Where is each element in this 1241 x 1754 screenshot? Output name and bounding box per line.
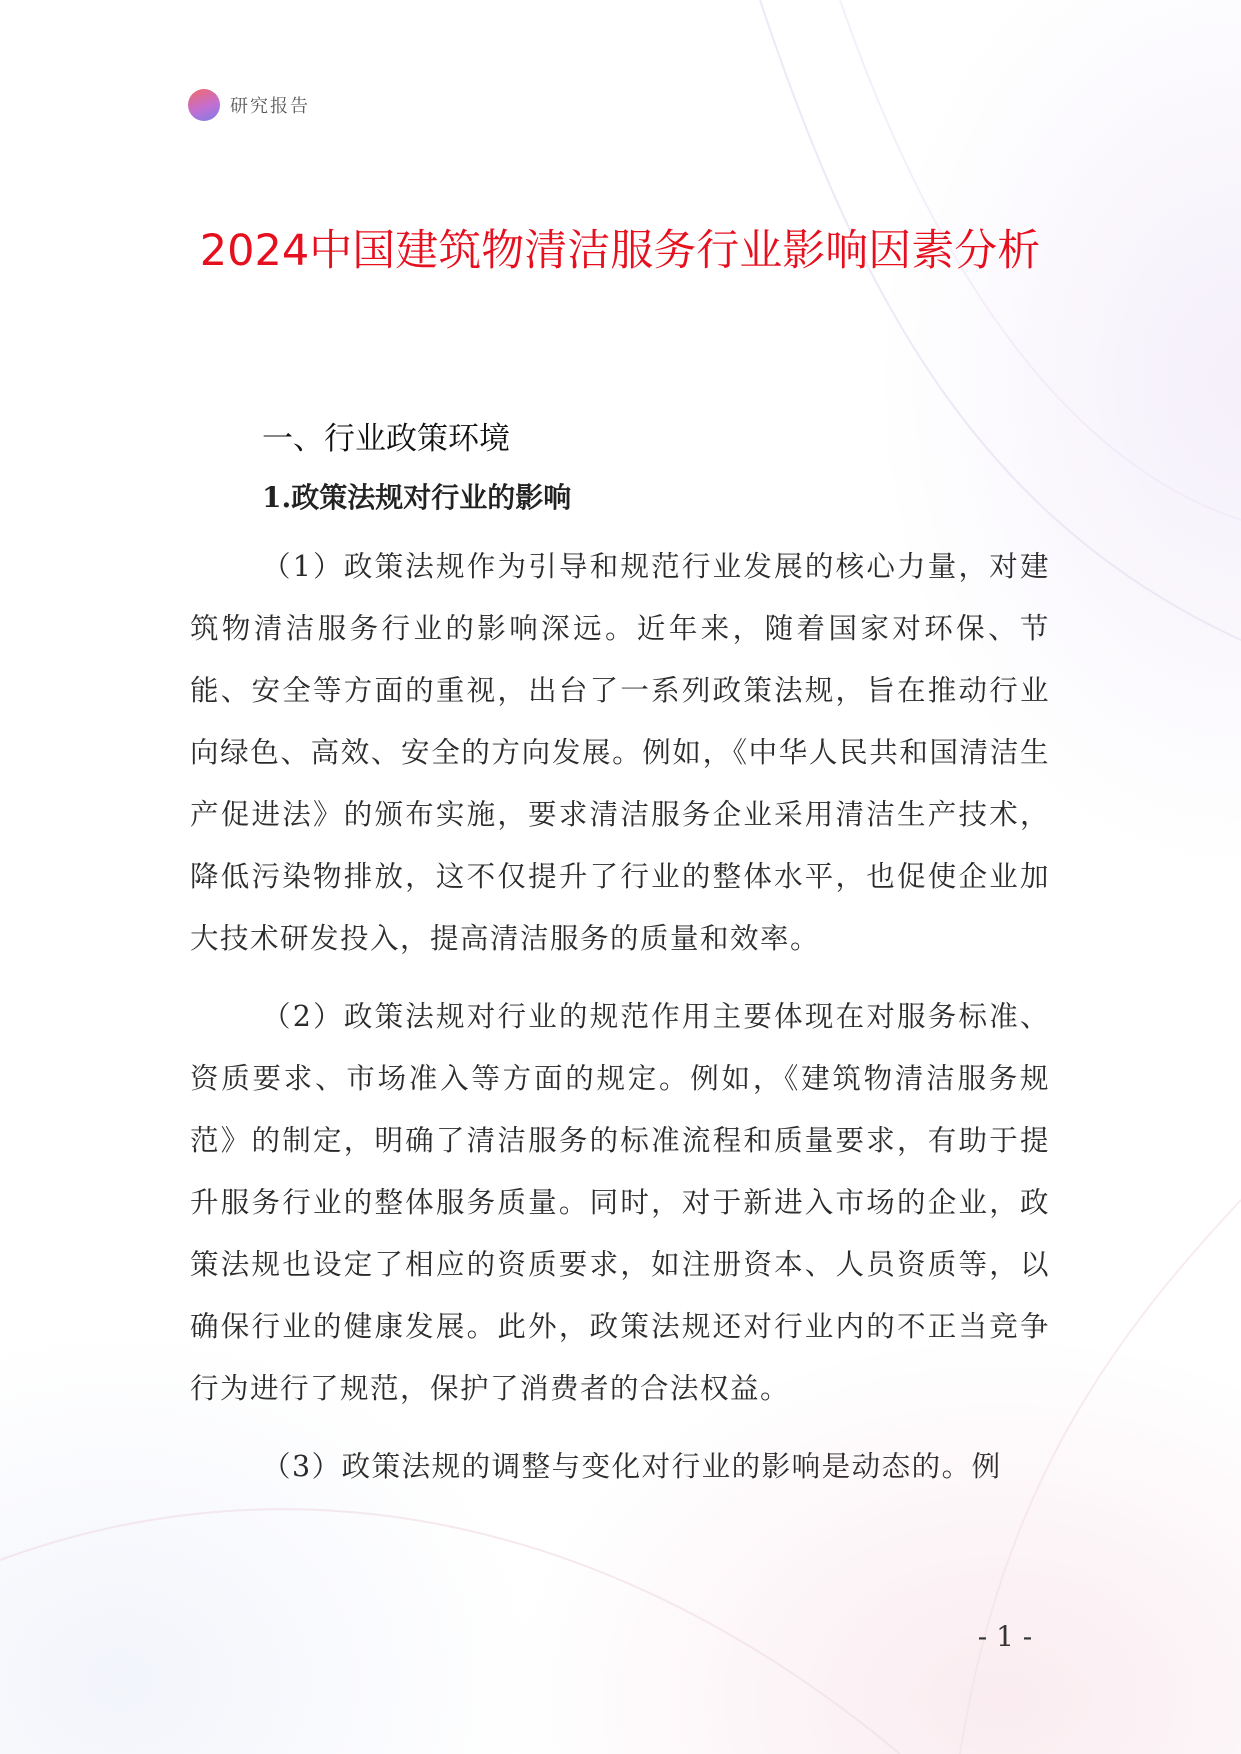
paragraph-2: （2）政策法规对行业的规范作用主要体现在对服务标准、资质要求、市场准入等方面的规定。例如，《建筑物清洁服务规范》的制定，明确了清洁服务的标准流程和质量要求，有助于提升服务行业的整体服务质量。同时，对于新进入市场的企业，政策法规也设定了相应的资质要求，如注册资本、人员资质等，以确保行业的健康发展。此外，政策法规还对行业内的不正当竞争行为进行了规范，保护了消费者的合法权益。 (190, 1000, 1050, 1405)
paragraph-3: （3）政策法规的调整与变化对行业的影响是动态的。例 (262, 1450, 1002, 1483)
report-header-label: 研究报告 (230, 96, 310, 117)
subsection-heading: 1.政策法规对行业的影响 (262, 481, 572, 514)
paragraph-1: （1）政策法规作为引导和规范行业发展的核心力量，对建筑物清洁服务行业的影响深远。近年来，随着国家对环保、节能、安全等方面的重视，出台了一系列政策法规，旨在推动行业向绿色、高效、安全的方向发展。例如，《中华人民共和国清洁生产促进法》的颁布实施，要求清洁服务企业采用清洁生产技术，降低污染物排放，这不仅提升了行业的整体水平，也促使企业加大技术研发投入，提高清洁服务的质量和效率。 (190, 550, 1050, 955)
section-heading: 一、行业政策环境 (262, 421, 510, 457)
document-title: 2024中国建筑物清洁服务行业影响因素分析 (199, 226, 1041, 276)
document-body (190, 416, 1050, 1498)
report-header (188, 88, 310, 122)
report-logo-icon (188, 89, 220, 121)
page-number: - 1 - (977, 1620, 1033, 1653)
